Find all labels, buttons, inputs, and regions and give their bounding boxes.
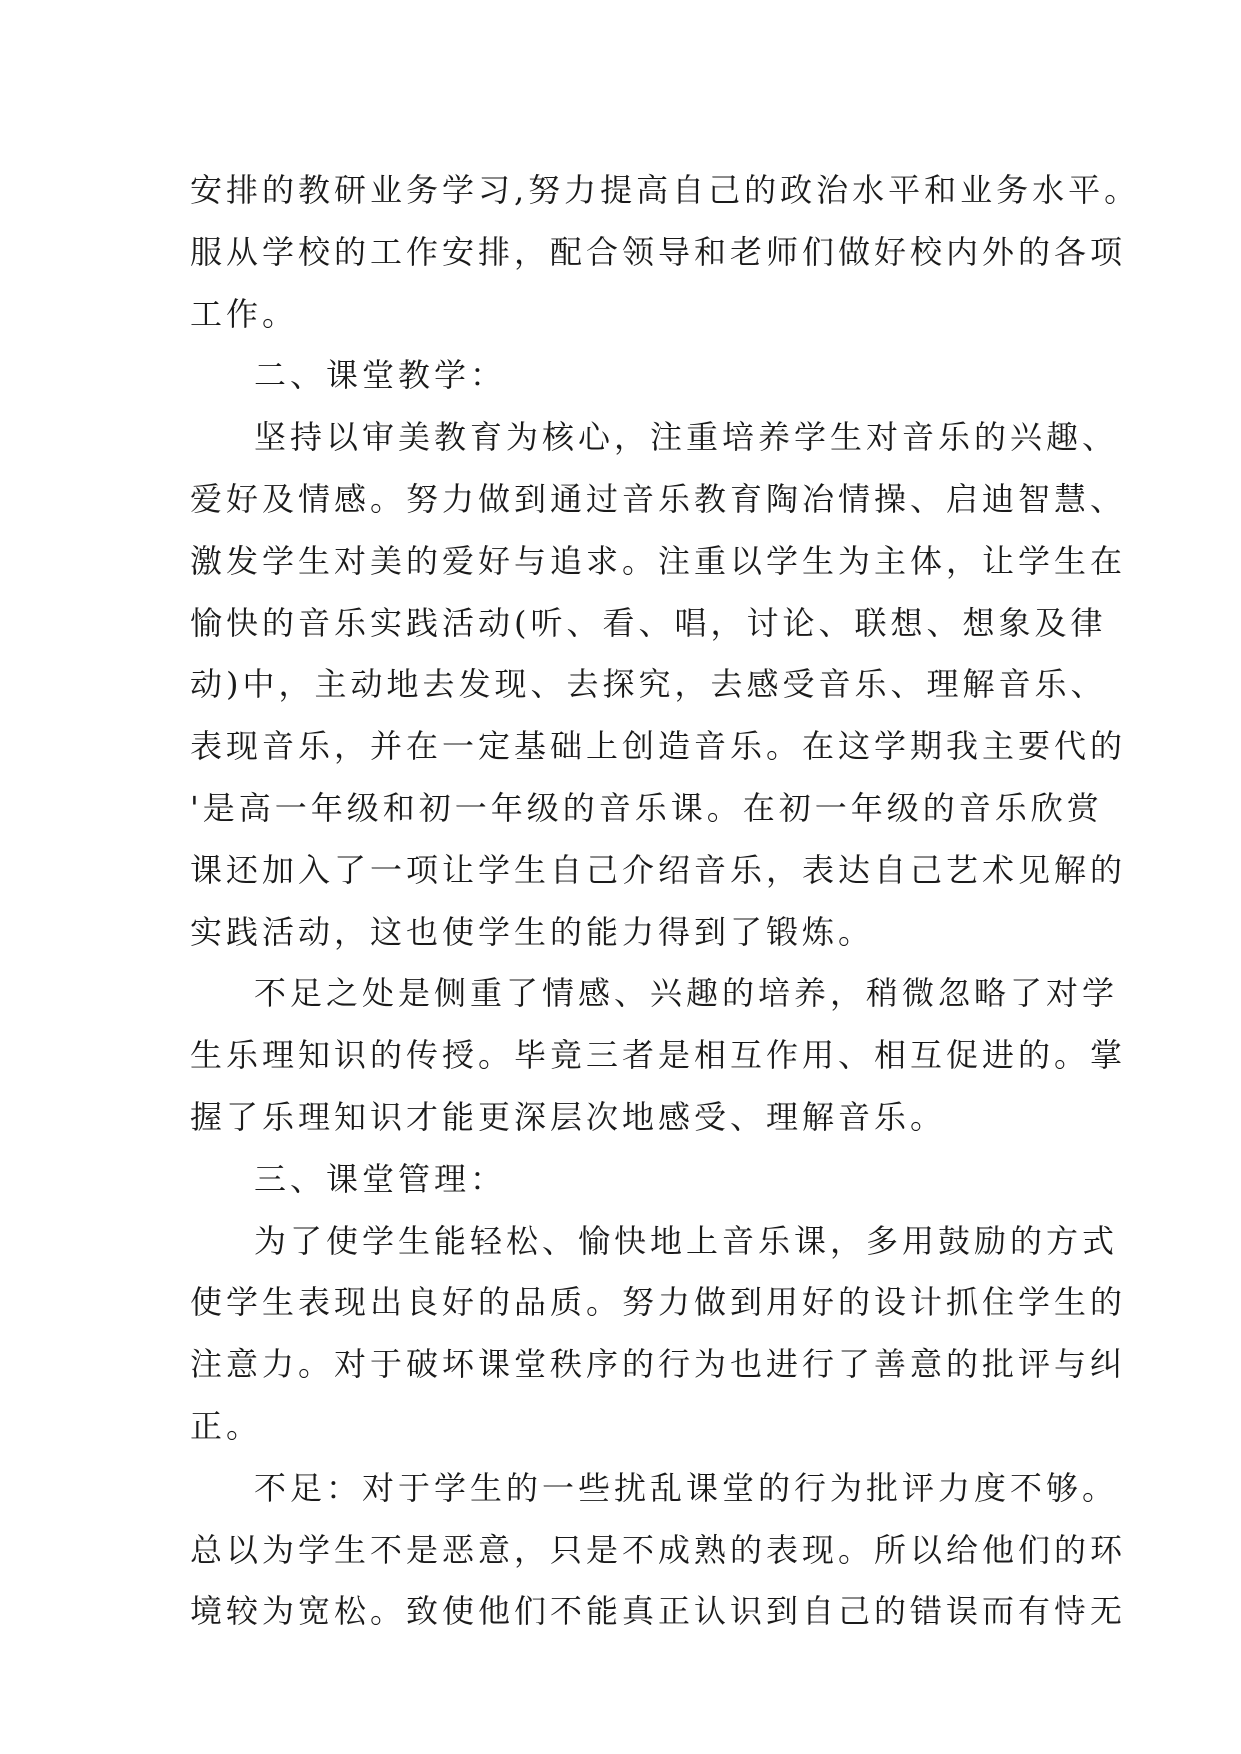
text-line: 动)中，主动地去发现、去探究，去感受音乐、理解音乐、 (190, 665, 1107, 704)
text-line: 安排的教研业务学习,努力提高自己的政治水平和业务水平。 (190, 171, 1141, 209)
text-line: 注意力。对于破坏课堂秩序的行为也进行了善意的批评与纠 (190, 1345, 1127, 1384)
text-line: 不足之处是侧重了情感、兴趣的培养，稍微忽略了对学 (254, 974, 1119, 1013)
text-line: 为了使学生能轻松、愉快地上音乐课，多用鼓励的方式 (254, 1221, 1119, 1260)
text-line: 正。 (190, 1406, 263, 1445)
text-line: 坚持以审美教育为核心，注重培养学生对音乐的兴趣、 (254, 418, 1119, 457)
text-line: '是高一年级和初一年级的音乐课。在初一年级的音乐欣赏 (190, 788, 1103, 827)
text-line: 课还加入了一项让学生自己介绍音乐，表达自己艺术见解的 (190, 850, 1127, 889)
text-line: 愉快的音乐实践活动(听、看、唱，讨论、联想、想象及律 (190, 603, 1107, 642)
section-heading: 二、课堂教学： (254, 356, 507, 395)
text-line: 境较为宽松。致使他们不能真正认识到自己的错误而有恃无 (190, 1592, 1127, 1631)
document-body (190, 160, 1150, 1643)
text-line: 实践活动，这也使学生的能力得到了锻炼。 (190, 912, 875, 951)
section-heading: 三、课堂管理： (254, 1159, 507, 1198)
text-line: 激发学生对美的爱好与追求。注重以学生为主体，让学生在 (190, 541, 1127, 580)
text-line: 工作。 (190, 294, 299, 333)
text-line: 生乐理知识的传授。毕竟三者是相互作用、相互促进的。掌 (190, 1036, 1127, 1075)
text-line: 使学生表现出良好的品质。努力做到用好的设计抓住学生的 (190, 1283, 1127, 1322)
text-line: 表现音乐，并在一定基础上创造音乐。在这学期我主要代的 (190, 727, 1127, 766)
text-line: 握了乐理知识才能更深层次地感受、理解音乐。 (190, 1097, 947, 1136)
text-line: 总以为学生不是恶意，只是不成熟的表现。所以给他们的环 (190, 1530, 1127, 1569)
text-line: 不足：对于学生的一些扰乱课堂的行为批评力度不够。 (254, 1468, 1119, 1507)
text-line: 爱好及情感。努力做到通过音乐教育陶冶情操、启迪智慧、 (190, 479, 1127, 518)
text-line: 服从学校的工作安排，配合领导和老师们做好校内外的各项 (190, 232, 1127, 271)
